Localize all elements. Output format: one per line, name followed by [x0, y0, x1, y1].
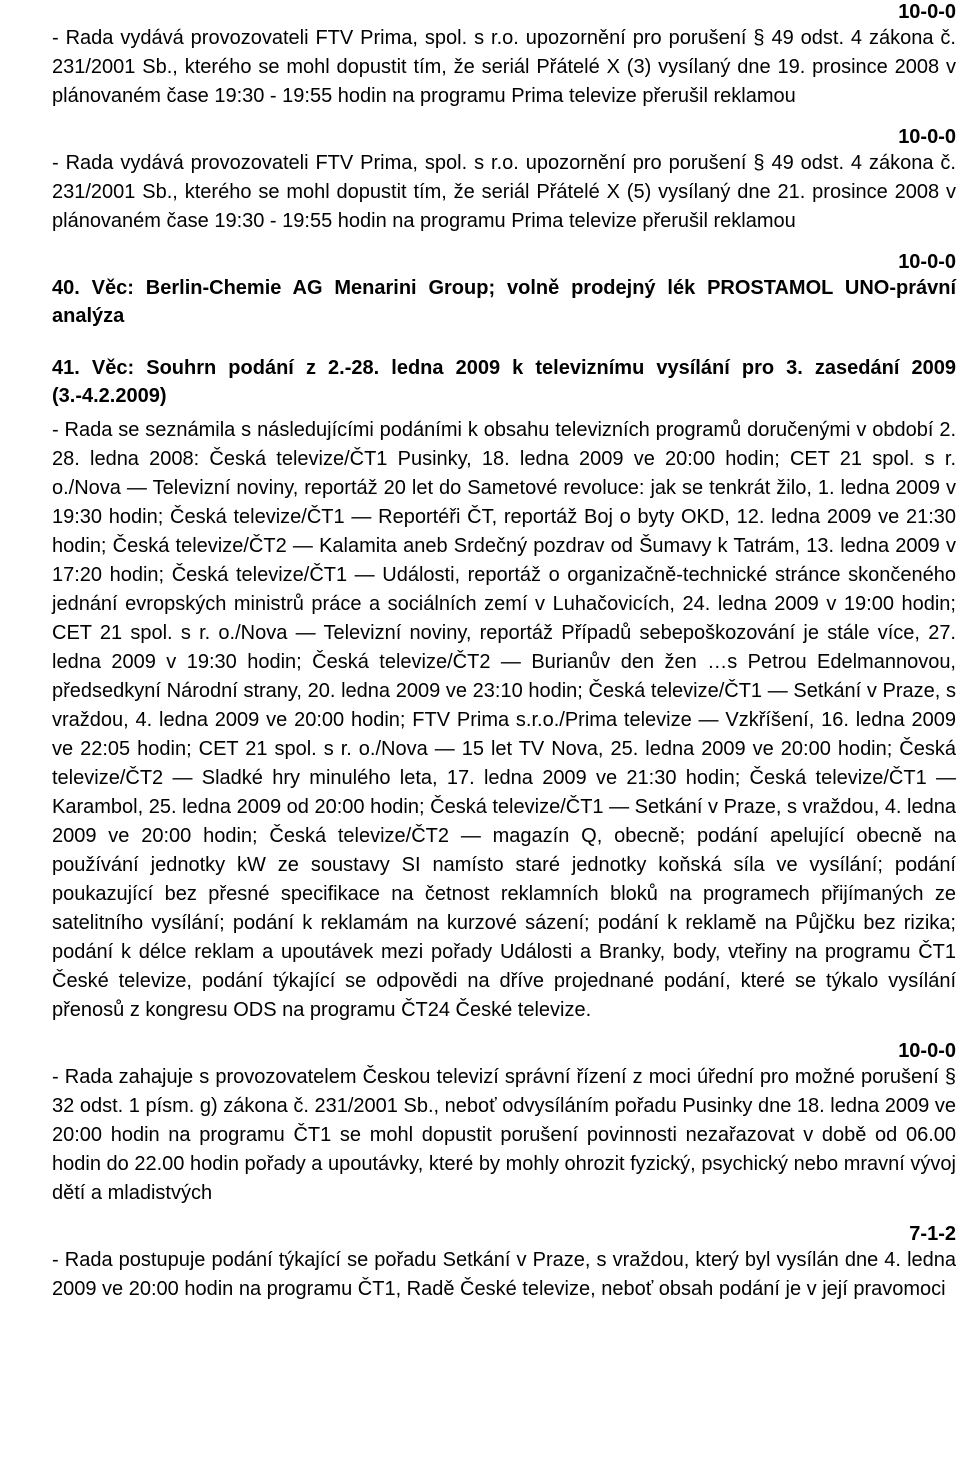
- vote-result: 10-0-0: [898, 126, 956, 148]
- resolution-paragraph: - Rada vydává provozovateli FTV Prima, spol. s r.o. upozornění pro porušení § 49 odst. 4 zákona č. 231/2001 Sb., kterého se mohl dopustit tím, že seriál Přátelé X (5) vysílaný dne 21. prosince 2008 v plánovaném čase 19:30 - 19:55 hodin na programu Prima televize přerušil reklamou: [52, 152, 956, 232]
- resolution-paragraph: - Rada zahajuje s provozovatelem Českou televizí správní řízení z moci úřední pro možné porušení § 32 odst. 1 písm. g) zákona č. 231/2001 Sb., neboť odvysíláním pořadu Pusinky dne 18. ledna 2009 ve 20:00 hodin na programu ČT1 se mohl dopustit porušení povinnosti nezařazovat v době od 06.00 hodin do 22.00 hodin pořady a upoutávky, které by mohly ohrozit fyzický, psychický nebo mravní vývoj dětí a mladistvých: [52, 1066, 956, 1204]
- agenda-heading: 40. Věc: Berlin-Chemie AG Menarini Group; volně prodejný lék PROSTAMOL UNO-právní analýza: [52, 277, 956, 327]
- resolution-paragraph: - Rada se seznámila s následujícími podáními k obsahu televizních programů doručenými v období 2. 28. ledna 2008: Česká televize/ČT1 Pusinky, 18. ledna 2009 ve 20:00 hodin; CET 21 spol. s r. o./Nova — Televizní noviny, reportáž 20 let do Sametové revoluce: jak se tenkrát žilo, 1. ledna 2009 v 19:30 hodin; Česká televize/ČT1 — Reportéři ČT, reportáž Boj o byty OKD, 12. ledna 2009 ve 21:30 hodin; Česká televize/ČT2 — Kalamita aneb Srdečný pozdrav od Šumavy k Tatrám, 13. ledna 2009 v 17:20 hodin; Česká televize/ČT1 — Události, reportáž o organizačně-technické stránce skončeného jednání evropských ministrů práce a sociálních zemí v Luhačovicích, 24. ledna 2009 v 19:00 hodin; CET 21 spol. s r. o./Nova — Televizní noviny, reportáž Případů sebepoškozování je stále více, 27. ledna 2009 v 19:30 hodin; Česká televize/ČT2 — Burianův den žen …s Petrou Edelmannovou, předsedkyní Národní strany, 20. ledna 2009 ve 23:10 hodin; Česká televize/ČT1 — Setkání v Praze, s vraždou, 4. ledna 2009 ve 20:00 hodin; FTV Prima s.r.o./Prima televize — Vzkříšení, 16. ledna 2009 ve 22:05 hodin; CET 21 spol. s r. o./Nova — 15 let TV Nova, 25. ledna 2009 ve 20:00 hodin; Česká televize/ČT2 — Sladké hry minulého leta, 17. ledna 2009 ve 21:30 hodin; Česká televize/ČT1 — Karambol, 25. ledna 2009 od 20:00 hodin; Česká televize/ČT1 — Setkání v Praze, s vraždou, 4. ledna 2009 ve 20:00 hodin; Česká televize/ČT2 — magazín Q, obecně; podání apelující obecně na používání jednotky kW ze soustavy SI namísto staré jednotky koňská síla ve vysílání; podání poukazující bez přesné specifikace na četnost reklamních bloků na programech přijímaných ze satelitního vysílání; podání k reklamám na kurzové sázení; podání k reklamě na Půjčku bez rizika; podání k délce reklam a upoutávek mezi pořady Události a Branky, body, vteřiny na programu ČT1 České televize, podání týkající se odpovědi na dříve projednané podání, které se týkalo vysílání přenosů z kongresu ODS na programu ČT24 České televize.: [52, 419, 956, 1021]
- vote-result: 10-0-0: [898, 1040, 956, 1062]
- agenda-heading: 41. Věc: Souhrn podání z 2.-28. ledna 2009 k televiznímu vysílání pro 3. zasedání 2009 (3.-4.2.2009): [52, 357, 956, 407]
- vote-result: 10-0-0: [898, 1, 956, 23]
- document-page: [52, 0, 956, 1304]
- vote-result: 10-0-0: [898, 251, 956, 273]
- resolution-paragraph: - Rada postupuje podání týkající se pořadu Setkání v Praze, s vraždou, který byl vysílán dne 4. ledna 2009 ve 20:00 hodin na programu ČT1, Radě České televize, neboť obsah podání je v její pravomoci: [52, 1249, 956, 1300]
- resolution-paragraph: - Rada vydává provozovateli FTV Prima, spol. s r.o. upozornění pro porušení § 49 odst. 4 zákona č. 231/2001 Sb., kterého se mohl dopustit tím, že seriál Přátelé X (3) vysílaný dne 19. prosince 2008 v plánovaném čase 19:30 - 19:55 hodin na programu Prima televize přerušil reklamou: [52, 27, 956, 107]
- vote-result: 7-1-2: [909, 1223, 956, 1245]
